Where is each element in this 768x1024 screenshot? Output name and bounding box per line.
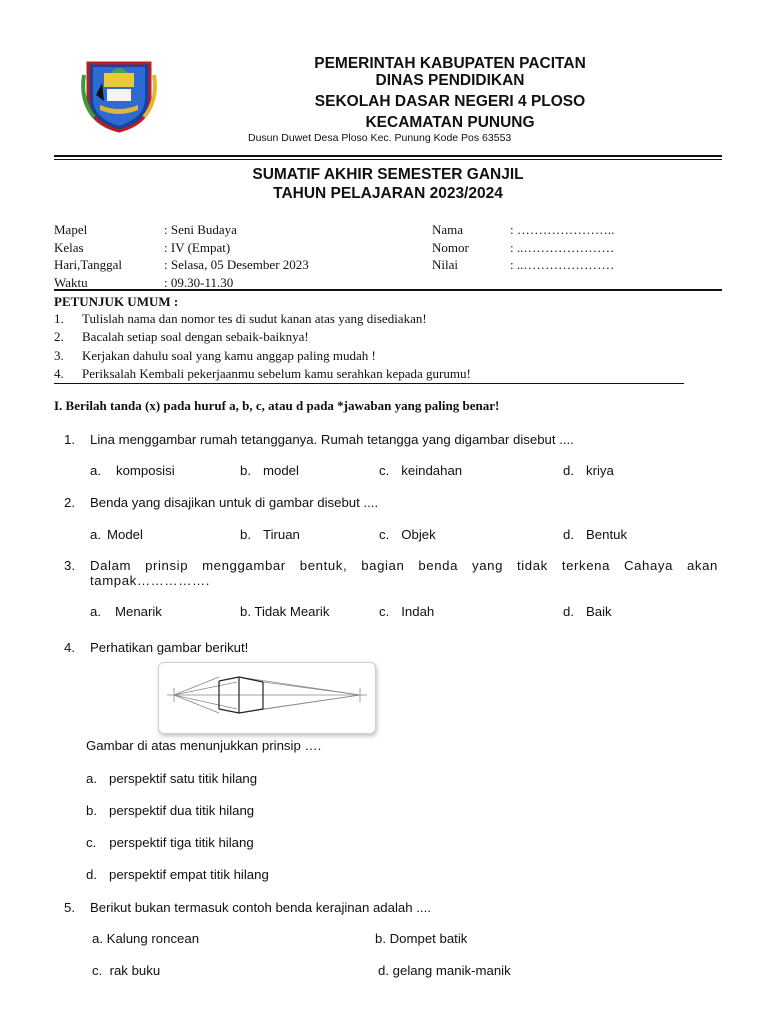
option-text: model: [263, 463, 299, 478]
option-letter: d.: [563, 527, 574, 542]
option-text: kriya: [586, 463, 614, 478]
option-text: Baik: [586, 604, 612, 619]
option-text: Indah: [401, 604, 435, 619]
info-label: Nilai: [432, 257, 458, 272]
option-letter: c.: [379, 463, 390, 478]
option-letter: a.: [90, 463, 101, 478]
option-text: Model: [107, 527, 143, 542]
header-district: KECAMATAN PUNUNG: [365, 114, 535, 131]
info-value: : 09.30-11.30: [164, 274, 234, 290]
option-text: komposisi: [116, 463, 175, 478]
option-text: b. Dompet batik: [375, 931, 468, 946]
exam-year: TAHUN PELAJARAN 2023/2024: [273, 185, 503, 202]
option-letter: c.: [379, 604, 390, 619]
question-number: 2.: [64, 495, 75, 510]
info-value: : IV (Empat): [164, 239, 231, 255]
info-value: : ..…………………: [510, 257, 615, 272]
question-text-continued: tampak…………….: [90, 573, 211, 588]
option-text: b. Tidak Mearik: [240, 604, 330, 619]
option-letter: c.: [86, 835, 97, 850]
question-text: Berikut bukan termasuk contoh benda kerajinan adalah ....: [90, 900, 431, 915]
instruction-text: Tulislah nama dan nomor tes di sudut kanan atas yang disediakan!: [82, 311, 427, 326]
option-text: Bentuk: [586, 527, 628, 542]
option-text: keindahan: [401, 463, 463, 478]
instruction-text: Kerjakan dahulu soal yang kamu anggap paling mudah !: [82, 347, 376, 363]
instruction-text: Periksalah Kembali pekerjaanmu sebelum kamu serahkan kepada gurumu!: [82, 365, 471, 381]
option-letter: a.: [90, 604, 101, 619]
info-label: Nama: [432, 222, 464, 237]
instruction-text: Bacalah setiap soal dengan sebaik-baiknya!: [82, 329, 309, 345]
option-text: perspektif dua titik hilang: [109, 803, 255, 818]
option-text: perspektif empat titik hilang: [109, 867, 269, 882]
question-prompt: Gambar di atas menunjukkan prinsip ….: [86, 738, 322, 753]
question-number: 4.: [64, 640, 75, 655]
info-label: Nomor: [432, 239, 469, 255]
option-text: perspektif satu titik hilang: [109, 771, 258, 786]
option-text: Tiruan: [263, 527, 300, 542]
option-text: Menarik: [115, 604, 162, 619]
perspective-figure: [158, 662, 376, 734]
header-divider-thin: [54, 159, 722, 160]
info-value: : Seni Budaya: [164, 222, 237, 237]
instructions-divider: [54, 383, 684, 384]
info-value: : ..…………………: [510, 239, 615, 255]
info-divider: [54, 289, 722, 291]
info-value: : Selasa, 05 Desember 2023: [164, 257, 309, 272]
instruction-number: 3.: [54, 347, 64, 363]
header-address: Dusun Duwet Desa Ploso Kec. Punung Kode Pos 63553: [248, 132, 512, 144]
option-text: c. rak buku: [92, 963, 161, 978]
option-text: perspektif tiga titik hilang: [109, 835, 254, 850]
option-letter: b.: [240, 463, 251, 478]
question-number: 1.: [64, 432, 75, 447]
question-text: Lina menggambar rumah tetangganya. Rumah tetangga yang digambar disebut ....: [90, 432, 574, 447]
option-letter: a.: [86, 771, 97, 786]
question-text: Perhatikan gambar berikut!: [90, 640, 249, 655]
info-value: : …………………..: [510, 222, 615, 237]
info-label: Mapel: [54, 222, 88, 237]
instructions-title: PETUNJUK UMUM :: [54, 294, 179, 309]
exam-title: SUMATIF AKHIR SEMESTER GANJIL: [252, 166, 524, 183]
option-letter: d.: [563, 463, 574, 478]
question-text: Dalam prinsip menggambar bentuk, bagian benda yang tidak terkena Cahaya akan: [90, 558, 718, 573]
option-text: d. gelang manik-manik: [378, 963, 511, 978]
instruction-number: 1.: [54, 311, 64, 326]
header-agency: DINAS PENDIDIKAN: [375, 72, 525, 89]
info-left: [54, 222, 384, 292]
option-letter: d.: [86, 867, 97, 882]
header-government: PEMERINTAH KABUPATEN PACITAN: [314, 55, 586, 72]
instructions-list: [54, 311, 714, 384]
question-text: Benda yang disajikan untuk di gambar disebut ....: [90, 495, 379, 510]
info-right: [432, 222, 722, 275]
option-letter: b.: [86, 803, 97, 818]
question-number: 5.: [64, 900, 75, 915]
option-text: Objek: [401, 527, 436, 542]
option-text: a. Kalung roncean: [92, 931, 200, 946]
option-letter: b.: [240, 527, 251, 542]
option-letter: a.: [90, 527, 101, 542]
info-label: Waktu: [54, 274, 88, 290]
question-number: 3.: [64, 558, 75, 573]
info-label: Kelas: [54, 239, 84, 255]
section-instruction: I. Berilah tanda (x) pada huruf a, b, c, atau d pada *jawaban yang paling benar!: [54, 398, 500, 413]
option-letter: d.: [563, 604, 574, 619]
instruction-number: 4.: [54, 365, 64, 381]
header-school: SEKOLAH DASAR NEGERI 4 PLOSO: [314, 93, 586, 110]
header-divider-thick: [54, 155, 722, 157]
option-letter: c.: [379, 527, 390, 542]
info-label: Hari,Tanggal: [54, 257, 123, 272]
regency-logo: [80, 55, 158, 133]
instruction-number: 2.: [54, 329, 64, 345]
